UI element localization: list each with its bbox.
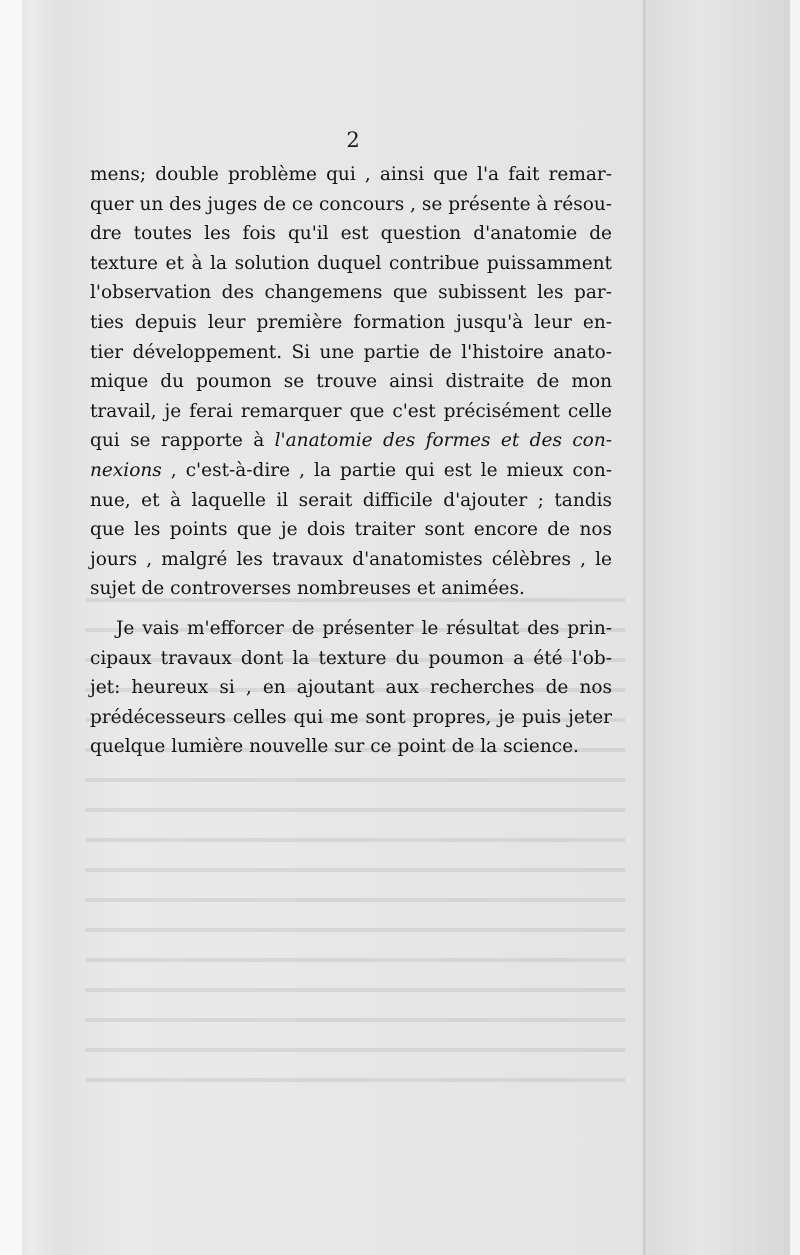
text-line: prédécesseurs celles qui me sont propres, je puis jeter <box>90 706 612 728</box>
text-line: Je vais m'efforcer de présenter le résultat des prin- <box>116 617 612 639</box>
text-segment: , c'est-à-dire , la partie qui est le mieux con- <box>161 459 612 481</box>
text-line: jet: heureux si , en ajoutant aux recherches de nos <box>90 677 612 699</box>
text-line: cipaux travaux dont la texture du poumon a été l'ob- <box>90 647 612 669</box>
text-line: que les points que je dois traiter sont encore de nos <box>90 519 612 541</box>
body-text <box>90 160 612 762</box>
text-line: travail, je ferai remarquer que c'est précisément celle <box>90 400 612 422</box>
page-number: 2 <box>346 128 360 152</box>
text-line: mens; double problème qui , ainsi que l'a fait remar- <box>90 164 612 185</box>
paragraph-1 <box>90 160 612 604</box>
text-line: tier développement. Si une partie de l'histoire anato- <box>90 341 612 363</box>
text-line <box>90 426 612 456</box>
page-edge-left <box>0 0 22 1255</box>
text-line: jours , malgré les travaux d'anatomistes célèbres , le <box>90 548 612 570</box>
text-line: l'observation des changemens que subissent les par- <box>90 282 612 304</box>
page-fold <box>643 0 646 1255</box>
paragraph-2 <box>90 614 612 762</box>
text-line: sujet de controverses nombreuses et animées. <box>90 578 525 600</box>
text-line: texture et à la solution duquel contribue puissamment <box>90 252 612 274</box>
page-edge-right <box>790 0 800 1255</box>
text-line: quer un des juges de ce concours , se présente à résou- <box>90 193 612 215</box>
text-line: nue, et à laquelle il serait difficile d'ajouter ; tandis <box>90 489 612 511</box>
text-line: ties depuis leur première formation jusqu'à leur en- <box>90 311 612 333</box>
text-line: dre toutes les fois qu'il est question d'anatomie de <box>90 223 612 245</box>
text-line: mique du poumon se trouve ainsi distraite de mon <box>90 371 612 393</box>
text-line: quelque lumière nouvelle sur ce point de la science. <box>90 736 579 758</box>
text-line <box>90 456 612 486</box>
text-segment: qui se rapporte à <box>90 430 275 452</box>
italic-text: nexions <box>90 459 162 481</box>
italic-text: l'anatomie des formes et des con- <box>274 430 612 452</box>
